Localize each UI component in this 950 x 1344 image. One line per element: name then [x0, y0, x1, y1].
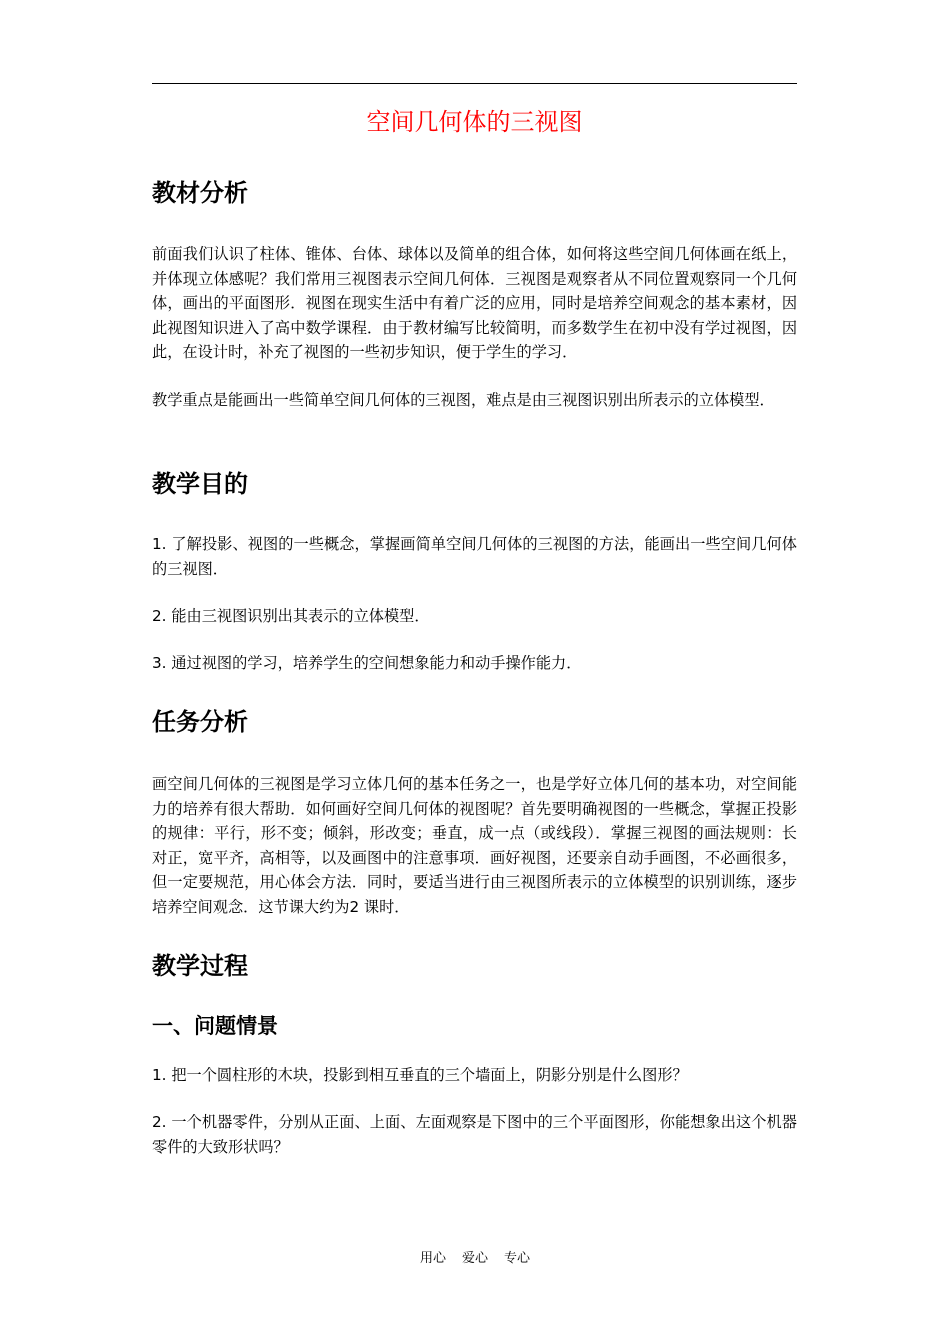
goal-number: 2.: [152, 607, 167, 625]
document-title: 空间几何体的三视图: [366, 108, 583, 136]
process-text: 一个机器零件，分别从正面、上面、左面观察是下图中的三个平面图形，你能想象出这个机器零件的大致形状吗？: [152, 1113, 797, 1156]
subheading-problem-scenario: 一、问题情景: [152, 1014, 278, 1038]
footer-word: 爱心: [461, 1251, 488, 1266]
process-text: 把一个圆柱形的木块，投影到相互垂直的三个墙面上，阴影分别是什么图形？: [166, 1066, 688, 1084]
page-footer: [0, 1247, 950, 1266]
goal-item: [152, 532, 797, 581]
goal-text: 能由三视图识别出其表示的立体模型．: [166, 607, 430, 625]
goal-item: [152, 651, 797, 676]
task-text-b: 课时．: [359, 897, 410, 916]
process-item: [152, 1110, 797, 1159]
goal-text: 通过视图的学习，培养学生的空间想象能力和动手操作能力．: [166, 654, 582, 672]
header-rule: [152, 83, 797, 84]
heading-process: 教学过程: [152, 952, 248, 980]
goal-text: 了解投影、视图的一些概念，掌握画简单空间几何体的三视图的方法，能画出一些空间几何体的三视图．: [152, 535, 797, 578]
analysis-paragraph-2: 教学重点是能画出一些简单空间几何体的三视图，难点是由三视图识别出所表示的立体模型．: [152, 391, 775, 409]
goal-number: 3.: [152, 654, 167, 672]
process-item: [152, 1063, 797, 1088]
heading-analysis: 教材分析: [152, 179, 248, 207]
process-number: 1.: [152, 1066, 167, 1084]
footer-word: 用心: [419, 1251, 446, 1266]
goal-number: 1.: [152, 535, 167, 553]
heading-goals: 教学目的: [152, 470, 248, 498]
process-number: 2.: [152, 1113, 167, 1131]
analysis-paragraph-1: 前面我们认识了柱体、锥体、台体、球体以及简单的组合体，如何将这些空间几何体画在纸上，并体现立体感呢？我们常用三视图表示空间几何体．三视图是观察者从不同位置观察同一个几何体，画出的平面图形．视图在现实生活中有着广泛的应用，同时是培养空间观念的基本素材，因此视图知识进入了高中数学课程．由于教材编写比较简明，而多数学生在初中没有学过视图，因此，在设计时，补充了视图的一些初步知识，便于学生的学习．: [152, 245, 797, 362]
task-text-a: 画空间几何体的三视图是学习立体几何的基本任务之一，也是学好立体几何的基本功，对空间能力的培养有很大帮助．如何画好空间几何体的视图呢？首先要明确视图的一些概念，掌握正投影的规律：平行，形不变；倾斜，形改变；垂直，成一点（或线段）．掌握三视图的画法规则：长对正，宽平齐，高相等，以及画图中的注意事项．画好视图，还要亲自动手画图，不必画很多，但一定要规范，用心体会方法．同时，要适当进行由三视图所表示的立体模型的识别训练，逐步培养空间观念．这节课大约为: [152, 775, 797, 916]
task-paragraph: [152, 772, 797, 920]
footer-word: 专心: [504, 1251, 531, 1266]
task-number: 2: [349, 897, 360, 916]
heading-task: 任务分析: [152, 708, 248, 736]
goal-item: [152, 604, 797, 629]
